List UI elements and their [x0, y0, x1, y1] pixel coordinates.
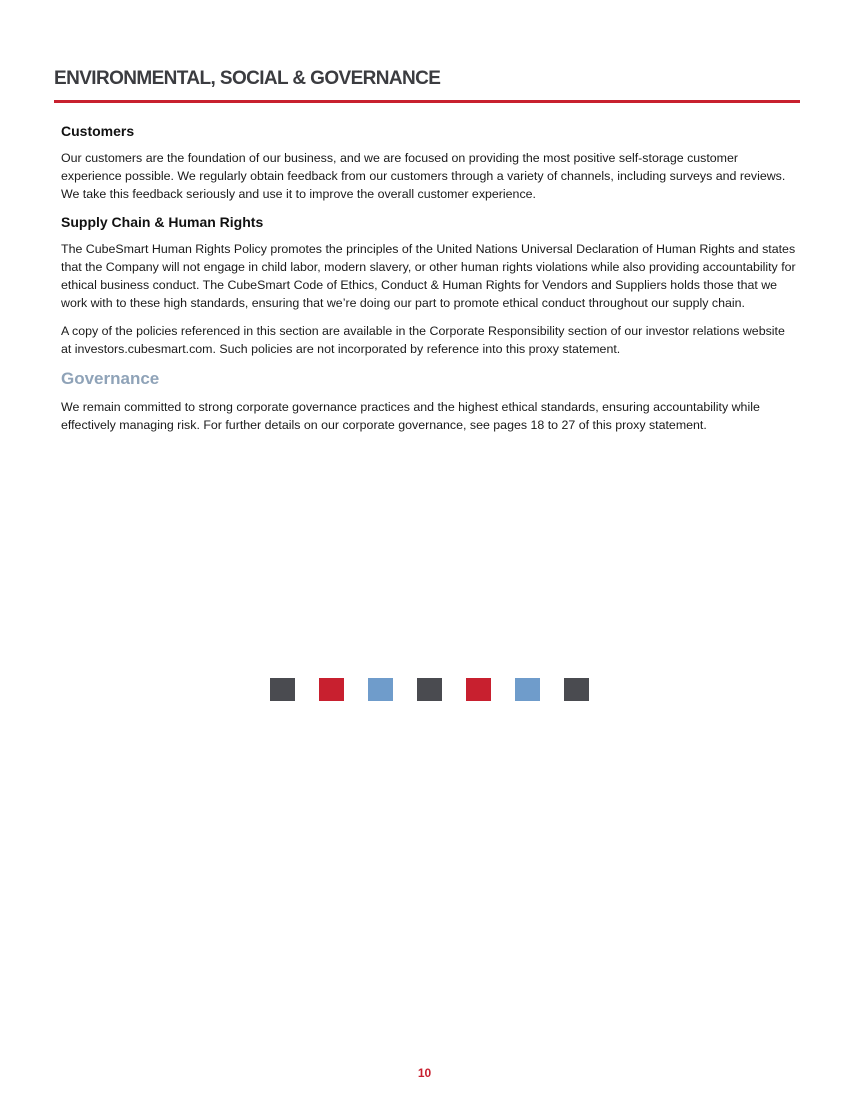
page-number: 10 — [417, 1066, 432, 1080]
supply-chain-heading: Supply Chain & Human Rights — [61, 214, 264, 230]
decorative-square — [368, 678, 393, 701]
decorative-square — [564, 678, 589, 701]
decorative-square — [466, 678, 491, 701]
supply-chain-paragraph: The CubeSmart Human Rights Policy promotes the principles of the United Nations Universal Declaration of Human Rights and states that the Company will not engage in child labor, modern slavery, or other human rights violations while also providing accountability for ethical business conduct. The CubeSmart Code of Ethics, Conduct & Human Rights for Vendors and Suppliers holds those that we work with to these high standards, ensuring that we’re doing our part to promote ethical conduct throughout our supply chain. — [61, 242, 796, 310]
header-divider — [54, 100, 800, 103]
governance-heading: Governance — [61, 369, 160, 388]
policies-note-paragraph: A copy of the policies referenced in this section are available in the Corporate Responsibility section of our investor relations website at investors.cubesmart.com. Such policies are not incorporated by reference into this proxy statement. — [61, 324, 785, 356]
customers-heading: Customers — [61, 123, 135, 139]
page-header-title: ENVIRONMENTAL, SOCIAL & GOVERNANCE — [54, 68, 441, 89]
main-content — [61, 122, 796, 444]
decorative-square-row — [270, 678, 589, 701]
governance-paragraph: We remain committed to strong corporate governance practices and the highest ethical standards, ensuring accountability while effectively managing risk. For further details on our corporate governance, see pages 18 to 27 of this proxy statement. — [61, 400, 760, 432]
decorative-square — [417, 678, 442, 701]
decorative-square — [319, 678, 344, 701]
customers-paragraph: Our customers are the foundation of our business, and we are focused on providing the most positive self-storage customer experience possible. We regularly obtain feedback from our customers through a variety of channels, including surveys and reviews. We take this feedback seriously and use it to improve the overall customer experience. — [61, 151, 786, 201]
decorative-square — [515, 678, 540, 701]
decorative-square — [270, 678, 295, 701]
